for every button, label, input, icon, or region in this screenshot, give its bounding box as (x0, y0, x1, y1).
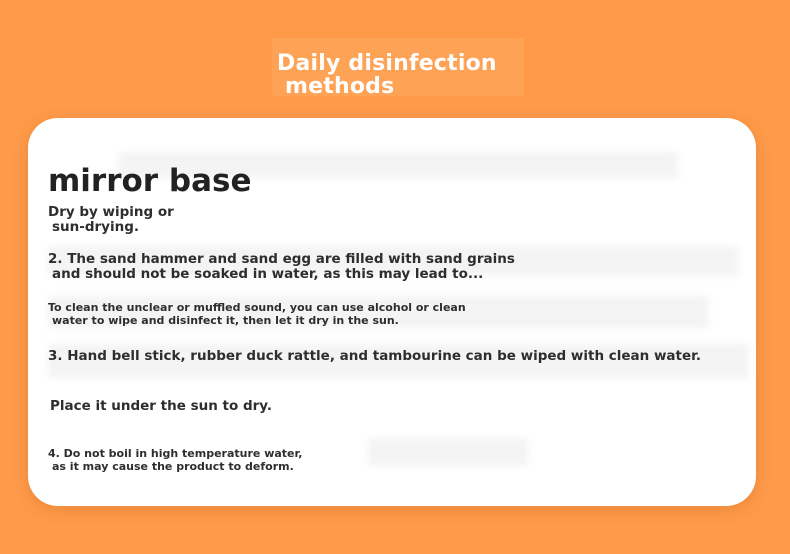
paragraph-sand-hammer (48, 252, 515, 282)
paragraph-line: Dry by wiping or (48, 204, 174, 220)
paragraph-line: sun-drying. (52, 219, 140, 235)
paragraph-line: 2. The sand hammer and sand egg are filled with sand grains (48, 251, 515, 267)
paragraph-dry (48, 205, 174, 235)
paragraph-clean-sound (48, 301, 466, 327)
instructions-card (28, 118, 756, 506)
paragraph-line: as it may cause the product to deform. (52, 460, 294, 473)
paragraph-hand-bell (48, 349, 701, 364)
background-haze (368, 438, 528, 466)
paragraph-line: water to wipe and disinfect it, then let it dry in the sun. (52, 314, 399, 327)
page-title-line-1: Daily disinfection (277, 51, 497, 76)
paragraph-line: To clean the unclear or muffled sound, you can use alcohol or clean (48, 301, 466, 314)
section-heading: mirror base (48, 163, 252, 192)
paragraph-line: and should not be soaked in water, as this may lead to... (52, 266, 484, 282)
paragraph-sun-dry (50, 399, 272, 414)
page-title-line-2: methods (285, 74, 395, 99)
paragraph-line: Place it under the sun to dry. (50, 398, 272, 414)
paragraph-no-boil (48, 447, 302, 473)
page-title (277, 52, 497, 98)
paragraph-line: 3. Hand bell stick, rubber duck rattle, and tambourine can be wiped with clean water. (48, 348, 702, 364)
paragraph-line: 4. Do not boil in high temperature water, (48, 447, 303, 460)
